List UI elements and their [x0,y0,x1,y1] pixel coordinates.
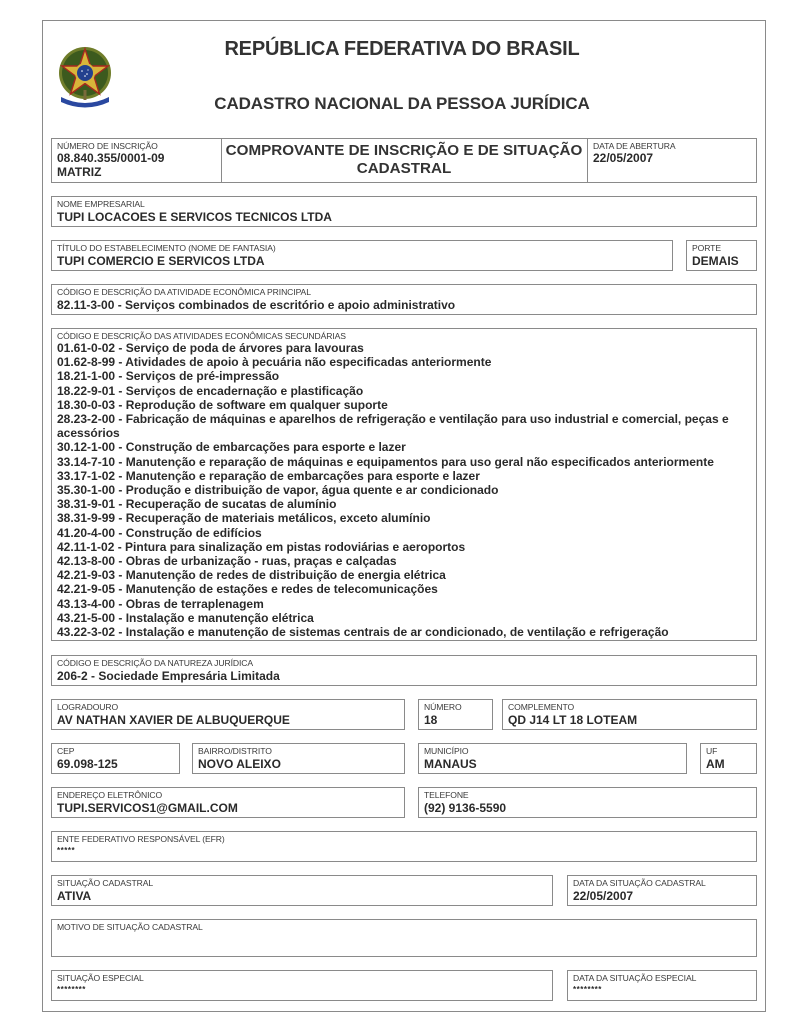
data-situacao-especial-label: DATA DA SITUAÇÃO ESPECIAL [573,973,697,983]
motivo-situacao-label: MOTIVO DE SITUAÇÃO CADASTRAL [57,922,203,932]
numero-label: NÚMERO [424,702,462,712]
list-item: 42.21-9-05 - Manutenção de estações e redes de telecomunicações [57,582,438,597]
logradouro-value: AV NATHAN XAVIER DE ALBUQUERQUE [57,713,290,727]
atividade-principal-label: CÓDIGO E DESCRIÇÃO DA ATIVIDADE ECONÔMICA PRINCIPAL [57,287,311,297]
document-title-line2: CADASTRAL [356,160,452,177]
atividades-secundarias-box [51,328,757,641]
numero-value: 18 [424,713,438,727]
list-item: acessórios [57,426,120,441]
data-situacao-cadastral-value: 22/05/2007 [573,889,634,903]
situacao-especial-value: ******** [57,985,86,994]
nome-empresarial-label: NOME EMPRESARIAL [57,199,145,209]
list-item: 35.30-1-00 - Produção e distribuição de vapor, água quente e ar condicionado [57,483,499,498]
list-item: 42.13-8-00 - Obras de urbanização - ruas, praças e calçadas [57,554,397,569]
logradouro-label: LOGRADOURO [57,702,119,712]
porte-box [686,240,757,271]
list-item: 01.62-8-99 - Atividades de apoio à pecuária não especificadas anteriormente [57,355,492,370]
municipio-value: MANAUS [424,757,477,771]
situacao-cadastral-label: SITUAÇÃO CADASTRAL [57,878,154,888]
list-item: 01.61-0-02 - Serviço de poda de árvores para lavouras [57,341,364,355]
data-abertura-value: 22/05/2007 [593,151,654,165]
complemento-value: QD J14 LT 18 LOTEAM [508,713,638,727]
data-abertura-box [587,138,757,183]
document-title-line1: COMPROVANTE DE INSCRIÇÃO E DE SITUAÇÃO [225,142,583,159]
atividade-principal-box [51,284,757,315]
atividade-principal-value: 82.11-3-00 - Serviços combinados de escritório e apoio administrativo [57,298,456,312]
cnpj-value: 08.840.355/0001-09 [57,151,165,165]
telefone-value: (92) 9136-5590 [424,801,507,815]
nome-fantasia-box [51,240,673,271]
municipio-box [418,743,687,774]
nome-empresarial-box [51,196,757,227]
list-item: 43.13-4-00 - Obras de terraplenagem [57,596,264,611]
list-item: 38.31-9-01 - Recuperação de sucatas de alumínio [57,497,337,512]
numero-box [418,699,493,730]
nome-fantasia-label: TÍTULO DO ESTABELECIMENTO (NOME DE FANTASIA) [57,243,276,253]
porte-label: PORTE [692,243,721,253]
porte-value: DEMAIS [692,254,739,268]
data-situacao-especial-value: ******** [573,985,602,994]
situacao-cadastral-box [51,875,553,906]
list-item: 33.14-7-10 - Manutenção e reparação de máquinas e equipamentos para uso geral não especificados anteriormente [57,454,714,469]
list-item: 42.21-9-03 - Manutenção de redes de distribuição de energia elétrica [57,568,446,583]
inscricao-box [51,138,222,183]
list-item: 18.30-0-03 - Reprodução de software em qualquer suporte [57,397,388,412]
uf-box [700,743,757,774]
telefone-box [418,787,757,818]
list-item: 41.20-4-00 - Construção de edifícios [57,525,262,540]
cep-label: CEP [57,746,75,756]
header-title: REPÚBLICA FEDERATIVA DO BRASIL [224,38,580,60]
nome-empresarial-value: TUPI LOCACOES E SERVICOS TECNICOS LTDA [57,210,332,224]
efr-box [51,831,757,862]
telefone-label: TELEFONE [424,790,469,800]
atividades-secundarias-label: CÓDIGO E DESCRIÇÃO DAS ATIVIDADES ECONÔMICAS SECUNDÁRIAS [57,331,346,341]
list-item: 30.12-1-00 - Construção de embarcações para esporte e lazer [57,440,406,455]
natureza-juridica-value: 206-2 - Sociedade Empresária Limitada [57,669,280,683]
cep-value: 69.098-125 [57,757,118,771]
document-title [221,138,587,183]
municipio-label: MUNICÍPIO [424,746,469,756]
complemento-label: COMPLEMENTO [508,702,575,712]
email-box [51,787,405,818]
motivo-situacao-box [51,919,757,957]
list-item: 43.21-5-00 - Instalação e manutenção elétrica [57,610,314,625]
bairro-value: NOVO ALEIXO [198,757,281,771]
efr-value: ***** [57,846,76,855]
data-situacao-cadastral-label: DATA DA SITUAÇÃO CADASTRAL [573,878,706,888]
logradouro-box [51,699,405,730]
data-abertura-label: DATA DE ABERTURA [593,141,676,151]
email-value: TUPI.SERVICOS1@GMAIL.COM [57,801,238,815]
complemento-box [502,699,757,730]
bairro-label: BAIRRO/DISTRITO [198,746,272,756]
situacao-cadastral-value: ATIVA [57,889,92,903]
uf-value: AM [706,757,725,771]
data-situacao-cadastral-box [567,875,757,906]
inscricao-label: NÚMERO DE INSCRIÇÃO [57,141,158,151]
header-subtitle: CADASTRO NACIONAL DA PESSOA JURÍDICA [214,94,590,113]
efr-label: ENTE FEDERATIVO RESPONSÁVEL (EFR) [57,834,225,844]
situacao-especial-box [51,970,553,1001]
tipo-value: MATRIZ [57,165,102,179]
cep-box [51,743,180,774]
nome-fantasia-value: TUPI COMERCIO E SERVICOS LTDA [57,254,265,268]
list-item: 18.21-1-00 - Serviços de pré-impressão [57,369,280,384]
motivo-situacao-value [52,932,756,933]
list-item: 38.31-9-99 - Recuperação de materiais metálicos, exceto alumínio [57,511,431,526]
situacao-especial-label: SITUAÇÃO ESPECIAL [57,973,144,983]
list-item: 43.22-3-02 - Instalação e manutenção de sistemas centrais de ar condicionado, de ventilação e refrigeração [57,625,669,640]
natureza-juridica-label: CÓDIGO E DESCRIÇÃO DA NATUREZA JURÍDICA [57,658,254,668]
list-item: 18.22-9-01 - Serviços de encadernação e plastificação [57,383,364,398]
email-label: ENDEREÇO ELETRÔNICO [57,790,163,800]
natureza-juridica-box [51,655,757,686]
bairro-box [192,743,405,774]
list-item: 33.17-1-02 - Manutenção e reparação de embarcações para esporte e lazer [57,468,480,483]
data-situacao-especial-box [567,970,757,1001]
atividades-secundarias-list [52,341,756,639]
uf-label: UF [706,746,718,756]
list-item: 28.23-2-00 - Fabricação de máquinas e aparelhos de refrigeração e ventilação para uso industrial e comercial, peças e [57,412,729,427]
list-item: 42.11-1-02 - Pintura para sinalização em pistas rodoviárias e aeroportos [57,539,466,554]
